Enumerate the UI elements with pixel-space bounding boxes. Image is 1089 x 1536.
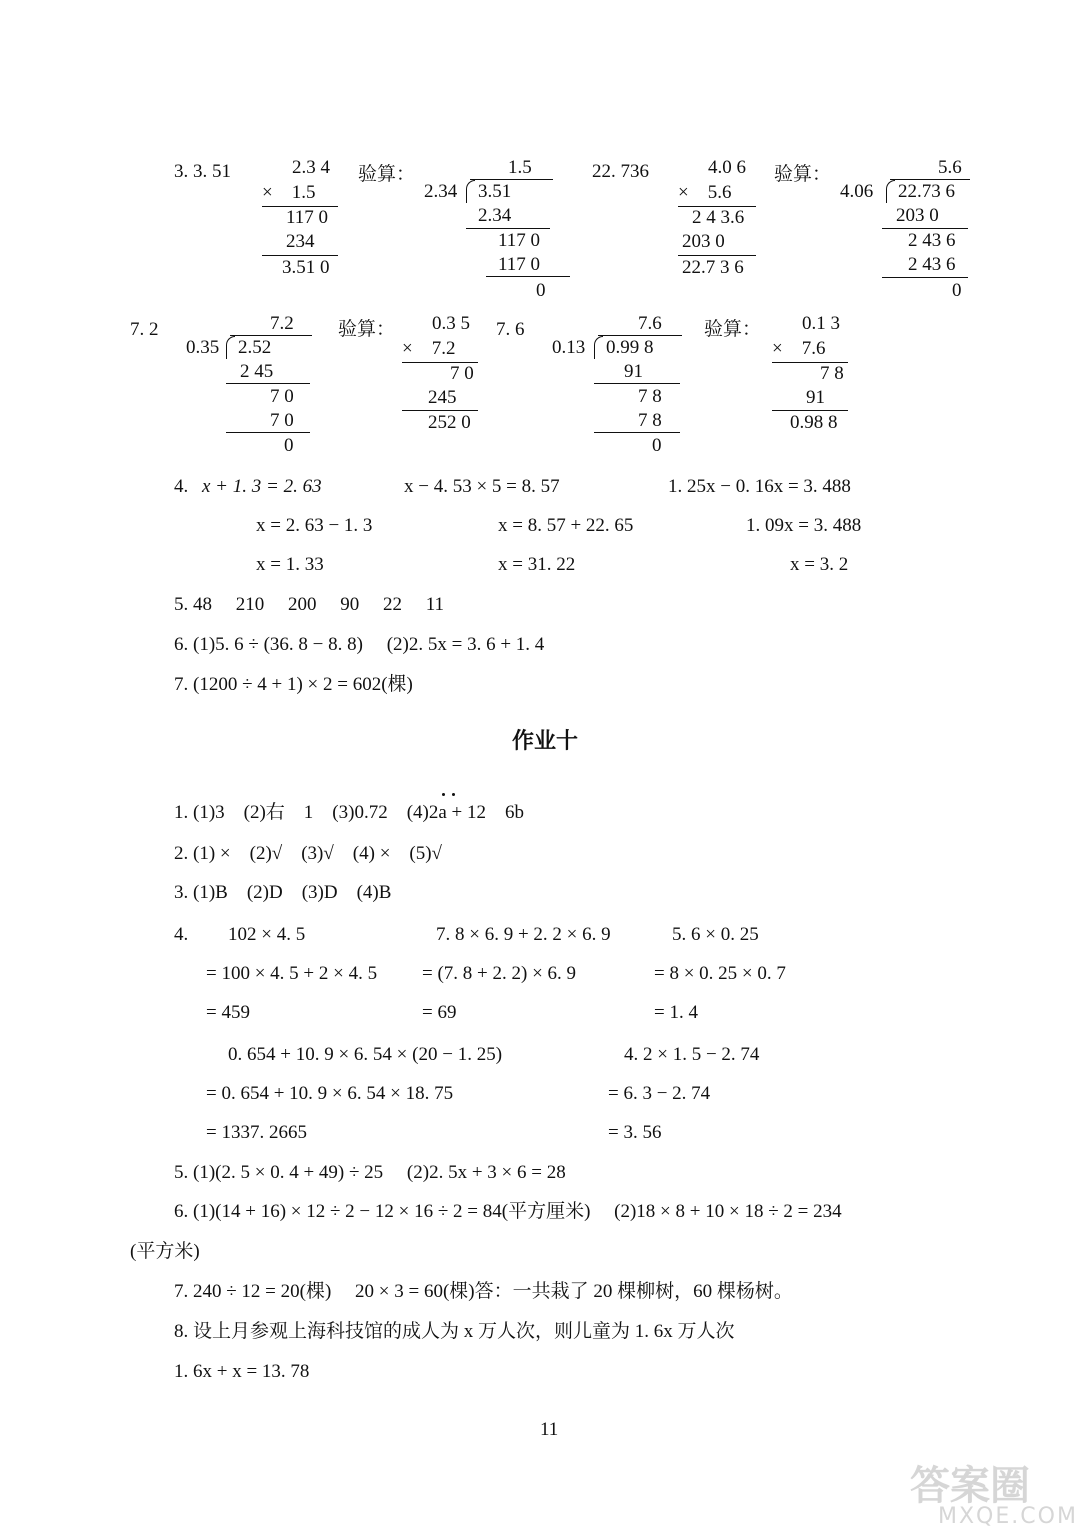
product: 22.7 3 6: [682, 257, 744, 278]
subtract: 91: [624, 361, 643, 382]
partial-2: 91: [806, 387, 825, 408]
quotient: 7.6: [638, 313, 662, 334]
equation: x = 1. 33: [256, 554, 324, 575]
factor-b: × 7.6: [772, 338, 826, 359]
calc-line: = 8 × 0. 25 × 0. 7: [654, 963, 786, 984]
remainder: 0: [652, 435, 662, 456]
hw10-q8-line2: 1. 6x + x = 13. 78: [174, 1361, 310, 1382]
q4-number: 4.: [174, 476, 189, 497]
subtract: 117 0: [498, 254, 541, 275]
repeating-dot: [452, 793, 455, 796]
remainder: 0: [284, 435, 294, 456]
division-bracket: [594, 336, 603, 359]
equation: x − 4. 53 × 5 = 8. 57: [404, 476, 560, 497]
subtract: 203 0: [896, 205, 939, 226]
q7-answers: 7. (1200 ÷ 4 + 1) × 2 = 602(棵): [174, 674, 413, 695]
dividend: 2.52: [238, 337, 272, 358]
product: 0.98 8: [790, 412, 838, 433]
remainder: 7 0: [270, 386, 294, 407]
quotient: 1.5: [508, 157, 532, 178]
division-bracket: [226, 336, 235, 359]
repeating-dot: [442, 793, 445, 796]
subtract: 2 45: [240, 361, 274, 382]
answer-label: 22. 736: [592, 161, 649, 182]
divisor: 0.13: [552, 337, 586, 358]
hw10-q6-line2: (平方米): [130, 1241, 200, 1262]
calc-line: 4. 2 × 1. 5 − 2. 74: [624, 1044, 760, 1065]
q3-label: 3. 3. 51: [174, 161, 231, 182]
hw10-q4-number: 4.: [174, 924, 189, 945]
product: 252 0: [428, 412, 471, 433]
remainder: 0: [952, 280, 962, 301]
watermark-logo: 答案圈: [910, 1463, 1030, 1509]
dividend: 22.73 6: [898, 181, 955, 202]
equation: x = 3. 2: [790, 554, 849, 575]
subtract: 7 0: [270, 410, 294, 431]
equation: x + 1. 3 = 2. 63: [202, 476, 322, 497]
check-label: 验算：: [338, 319, 396, 340]
check-label: 验算：: [704, 319, 762, 340]
factor-b: × 7.2: [402, 338, 456, 359]
divisor: 0.35: [186, 337, 220, 358]
section-heading: 作业十: [512, 729, 579, 754]
partial-2: 234: [286, 231, 315, 252]
watermark-url: MXQE.COM: [938, 1504, 1078, 1529]
product: 3.51 0: [282, 257, 330, 278]
subtract: 2 43 6: [908, 254, 956, 275]
calc-line: 102 × 4. 5: [228, 924, 306, 945]
remainder: 0: [536, 280, 546, 301]
hw10-q5: 5. (1)(2. 5 × 0. 4 + 49) ÷ 25 (2)2. 5x + 3 × 6 = 28: [174, 1162, 566, 1183]
check-label: 验算：: [358, 164, 416, 185]
equation: 1. 09x = 3. 488: [746, 515, 862, 536]
quotient: 5.6: [938, 157, 962, 178]
rule: [882, 277, 968, 278]
calc-line: = 6. 3 − 2. 74: [608, 1083, 711, 1104]
factor-b: × 1.5: [262, 182, 316, 203]
answer-label: 7. 2: [130, 319, 159, 340]
partial-1: 7 8: [820, 363, 844, 384]
calc-line: = 459: [206, 1002, 250, 1023]
factor-b: × 5.6: [678, 182, 732, 203]
partial-1: 117 0: [286, 207, 329, 228]
answer-label: 7. 6: [496, 319, 525, 340]
equation: x = 31. 22: [498, 554, 576, 575]
hw10-q8-line1: 8. 设上月参观上海科技馆的成人为 x 万人次，则儿童为 1. 6x 万人次: [174, 1321, 735, 1342]
calc-line: 5. 6 × 0. 25: [672, 924, 759, 945]
rule: [594, 432, 680, 433]
rule: [486, 276, 570, 277]
partial-2: 203 0: [682, 231, 725, 252]
dividend: 0.99 8: [606, 337, 654, 358]
factor-a: 0.3 5: [432, 313, 470, 334]
rule: [226, 383, 310, 384]
calc-line: 7. 8 × 6. 9 + 2. 2 × 6. 9: [436, 924, 611, 945]
q5-answers: 5. 48 210 200 90 22 11: [174, 594, 445, 615]
factor-a: 0.1 3: [802, 313, 840, 334]
calc-line: = 1. 4: [654, 1002, 698, 1023]
calc-line: = 0. 654 + 10. 9 × 6. 54 × 18. 75: [206, 1083, 454, 1104]
hw10-q2: 2. (1) × (2)√ (3)√ (4) × (5)√: [174, 843, 442, 864]
check-label: 验算：: [774, 164, 832, 185]
partial-1: 7 0: [450, 363, 474, 384]
hw10-q7: 7. 240 ÷ 12 = 20(棵) 20 × 3 = 60(棵)答：一共栽了 20 棵柳树，60 棵杨树。: [174, 1281, 793, 1302]
remainder: 2 43 6: [908, 230, 956, 251]
factor-a: 2.3 4: [292, 157, 330, 178]
q6-answers: 6. (1)5. 6 ÷ (36. 8 − 8. 8) (2)2. 5x = 3. 6 + 1. 4: [174, 634, 545, 655]
divisor: 2.34: [424, 181, 458, 202]
partial-2: 245: [428, 387, 457, 408]
hw10-q3: 3. (1)B (2)D (3)D (4)B: [174, 882, 392, 903]
equation: x = 8. 57 + 22. 65: [498, 515, 634, 536]
division-bracket: [466, 180, 475, 203]
equation: x = 2. 63 − 1. 3: [256, 515, 373, 536]
remainder: 117 0: [498, 230, 541, 251]
factor-a: 4.0 6: [708, 157, 746, 178]
remainder: 7 8: [638, 386, 662, 407]
calc-line: = 3. 56: [608, 1122, 662, 1143]
quotient: 7.2: [270, 313, 294, 334]
calc-line: = 1337. 2665: [206, 1122, 307, 1143]
dividend: 3.51: [478, 181, 512, 202]
hw10-q1: 1. (1)3 (2)右 1 (3)0.72 (4)2a + 12 6b: [174, 802, 525, 823]
subtract: 2.34: [478, 205, 512, 226]
page-number: 11: [540, 1419, 559, 1440]
division-bracket: [886, 180, 895, 203]
calc-line: = 100 × 4. 5 + 2 × 4. 5: [206, 963, 378, 984]
rule: [226, 432, 310, 433]
subtract: 7 8: [638, 410, 662, 431]
divisor: 4.06: [840, 181, 874, 202]
hw10-q6-line1: 6. (1)(14 + 16) × 12 ÷ 2 − 12 × 16 ÷ 2 = 84(平方厘米) (2)18 × 8 + 10 × 18 ÷ 2 = 234: [174, 1201, 842, 1222]
calc-line: 0. 654 + 10. 9 × 6. 54 × (20 − 1. 25): [228, 1044, 503, 1065]
rule: [594, 383, 680, 384]
equation: 1. 25x − 0. 16x = 3. 488: [668, 476, 851, 497]
partial-1: 2 4 3.6: [692, 207, 745, 228]
calc-line: = (7. 8 + 2. 2) × 6. 9: [422, 963, 577, 984]
calc-line: = 69: [422, 1002, 457, 1023]
